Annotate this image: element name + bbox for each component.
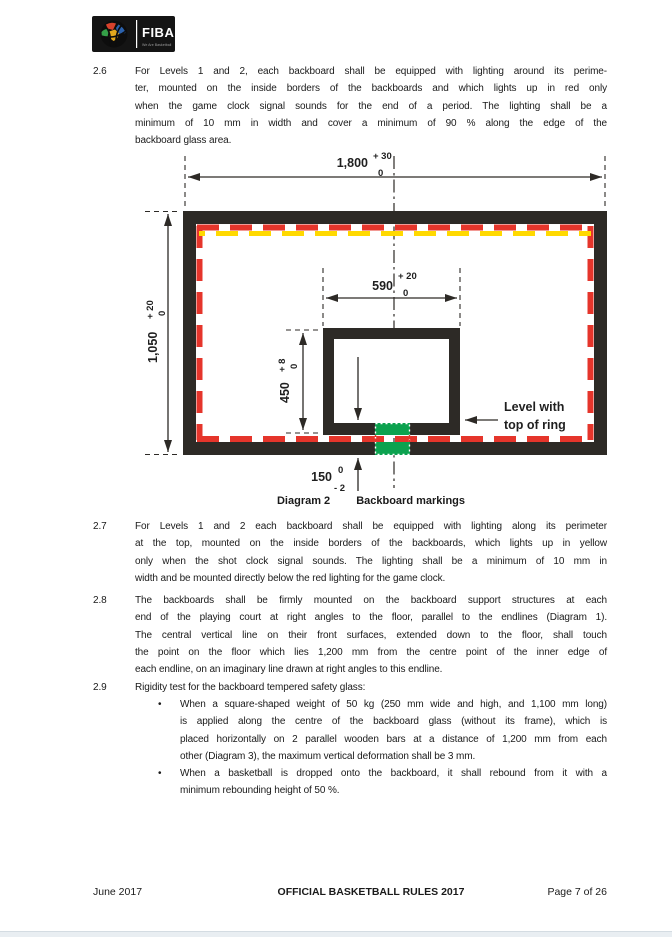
fiba-ball-icon [101, 21, 128, 48]
text-line: Rigidity test for the backboard tempered safety glass: [135, 682, 366, 693]
dim-inner-width-tol-bottom: 0 [403, 288, 409, 299]
text-line: The central vertical line on their front surfaces, extended down to the floor, shall touch [135, 629, 607, 641]
dim-inner-height-tol-top: + 8 [277, 358, 288, 372]
dim-total-width-tol-top: + 30 [373, 151, 392, 162]
ring-plate-lower [375, 442, 410, 455]
bullet-marker: • [158, 699, 162, 710]
dim-total-height-value: 1,050 [146, 331, 160, 363]
backboard-markings-diagram [100, 150, 620, 495]
text-line: at the top, mounted on the inside borders of the backboards, which lights up in yellow [135, 538, 607, 550]
text-line: When a basketball is dropped onto the backboard, it shall rebound from it with a [180, 768, 607, 779]
dim-total-height-label [145, 300, 168, 363]
diagram-caption [135, 495, 607, 507]
text-line: minimum rebounding height of 50 %. [180, 785, 340, 797]
footer-page-number: Page 7 of 26 [547, 886, 607, 898]
dim-inner-height-tol-bottom: 0 [289, 363, 300, 369]
bullet-marker: • [158, 768, 162, 779]
text-line: placed horizontally on 2 parallel wooden bars at a distance of 1,200 mm from each [180, 733, 607, 745]
section-2-8-text [135, 592, 607, 678]
logo-divider [136, 20, 137, 48]
text-line: when the game clock signal sounds for the end of a period. The lighting shall be a [135, 100, 607, 112]
section-2-6-text [135, 63, 607, 149]
text-line: other (Diagram 3), the maximum vertical deformation shall be 3 mm. [180, 750, 476, 762]
ring-plate-upper [375, 423, 410, 435]
text-line: the point on the floor which lies 1,200 mm from the centre point of the inner edge of [135, 646, 607, 658]
fiba-logo [92, 16, 175, 52]
dim-inner-height-value: 450 [278, 382, 292, 403]
text-line: is applied along the centre of the backboard glass (without its frame), which is [180, 716, 607, 728]
dim-ring-offset-tol-top: 0 [338, 465, 344, 476]
dim-ring-offset-tol-bottom: - 2 [334, 483, 346, 494]
text-line: end of the playing court at right angles to the floor, parallel to the endlines (Diagram 1). [135, 612, 607, 624]
inner-rectangle-glass [334, 339, 449, 423]
dim-total-height-tol-top: + 20 [145, 300, 156, 319]
text-line: width and be mounted directly below the red lighting for the game clock. [135, 572, 446, 584]
dim-total-width-value: 1,800 [336, 156, 368, 170]
section-number-2-8: 2.8 [93, 595, 107, 606]
section-2-7-text [135, 518, 607, 587]
dim-total-height-tol-bottom: 0 [157, 310, 168, 316]
diagram-caption-title: Backboard markings [356, 495, 466, 507]
dim-ring-offset-value: 150 [311, 470, 332, 484]
section-number-2-9: 2.9 [93, 682, 107, 693]
footer-title: OFFICIAL BASKETBALL RULES 2017 [277, 886, 465, 898]
dim-inner-width-tol-top: + 20 [398, 271, 417, 282]
diagram-caption-label: Diagram 2 [276, 495, 331, 507]
text-line: each endline, on an imaginary line drawn at right angles to this endline. [135, 664, 443, 676]
ring-level-label-line2: top of ring [504, 418, 566, 432]
text-line: For Levels 1 and 2 each backboard shall be equipped with lighting along its perimeter [135, 521, 607, 532]
dim-inner-width-value: 590 [372, 279, 393, 293]
text-line: only when the shot clock signal sounds. The lighting shall be a minimum of 10 mm in [135, 555, 607, 567]
bullet-1-text [180, 696, 607, 765]
backboard-diagram-svg [100, 150, 620, 495]
text-line: backboard glass area. [135, 135, 232, 147]
ring-level-label-line1: Level with [504, 400, 565, 414]
text-line: minimum of 10 mm in width and cover a minimum of 90 % along the edge of the [135, 117, 607, 129]
text-line: When a square-shaped weight of 50 kg (250 mm wide and high, and 1,100 mm long) [180, 699, 607, 710]
page-edge [0, 931, 672, 937]
text-line: The backboards shall be firmly mounted on the backboard support structures at each [135, 595, 607, 606]
bullet-2-text [180, 765, 607, 800]
text-line: For Levels 1 and 2, each backboard shall be equipped with lighting around its perime- [135, 66, 607, 77]
logo-tagline-text: We Are Basketball [142, 43, 172, 47]
section-number-2-7: 2.7 [93, 521, 107, 532]
section-2-9-text [135, 679, 607, 696]
dim-total-width-tol-bottom: 0 [378, 168, 384, 179]
fiba-logo-graphic [92, 16, 175, 52]
section-number-2-6: 2.6 [93, 66, 107, 77]
text-line: ter, mounted on the inside borders of the backboards and which lights up in red only [135, 83, 607, 95]
footer-date: June 2017 [93, 886, 143, 898]
logo-brand-text: FIBA [142, 25, 175, 40]
